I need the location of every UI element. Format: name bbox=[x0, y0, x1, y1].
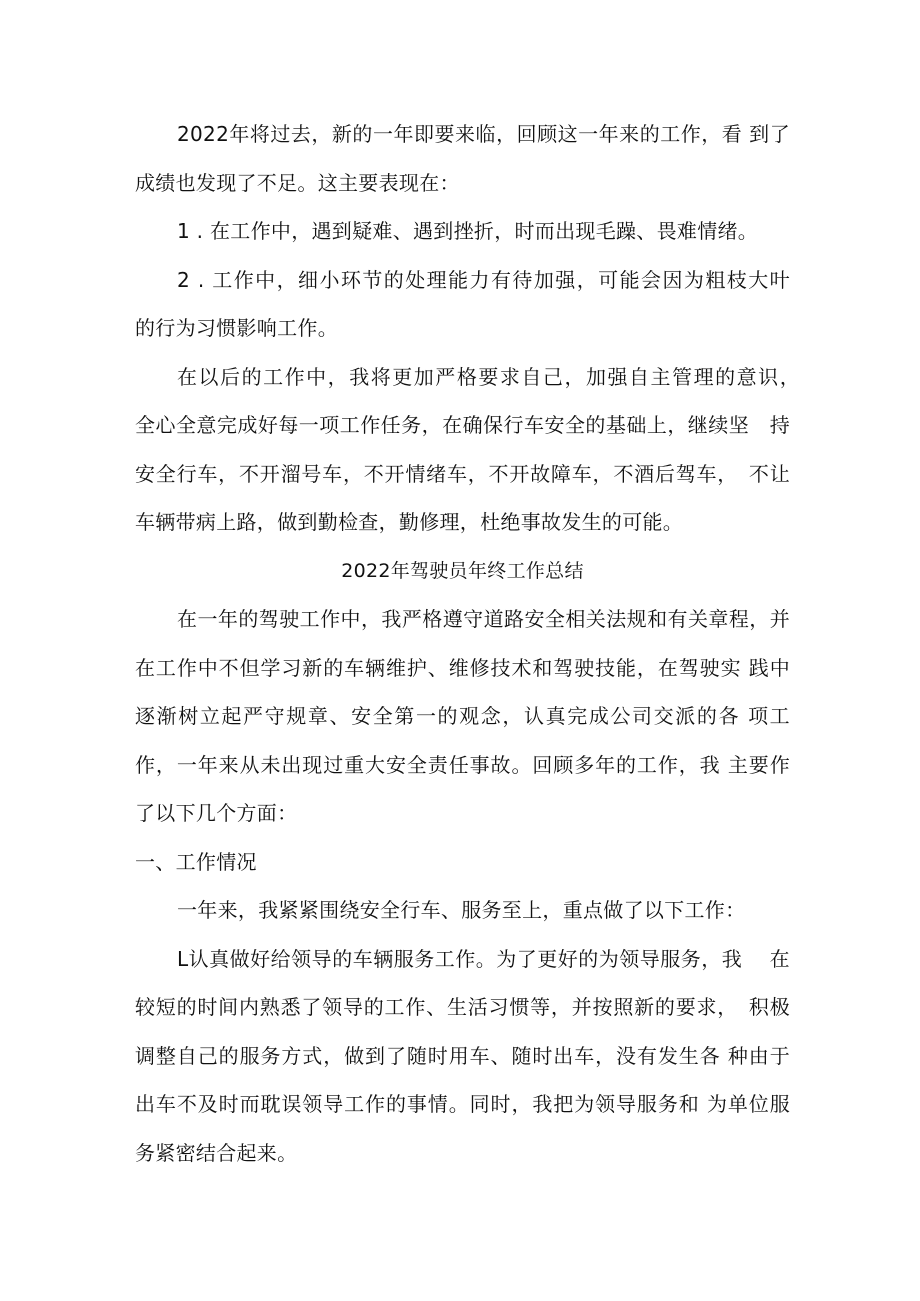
section-heading-work-status: 一、工作情况 bbox=[135, 849, 257, 874]
paragraph-intro: 2022年将过去，新的一年即要来临，回顾这一年来的工作，看 到了成绩也发现了不足。这主要表现在： bbox=[135, 122, 790, 195]
paragraph-item-2: 2 . 工作中，细小环节的处理能力有待加强，可能会因为粗枝大叶 的行为习惯影响工作。 bbox=[135, 267, 811, 340]
paragraph-leader-service: L认真做好给领导的车辆服务工作。为了更好的为领导服务，我 在较短的时间内熟悉了领导的工作、生活习惯等，并按照新的要求， 积极调整自己的服务方式，做到了随时用车、随时出车，没有发生各 种由于出车不及时而耽误领导工作的事情。同时，我把为领导服务和 为单位服务紧密结合起来。 bbox=[135, 946, 790, 1165]
paragraph-summary-intro: 在一年的驾驶工作中，我严格遵守道路安全相关法规和有关章程，并在工作中不但学习新的车辆维护、维修技术和驾驶技能，在驾驶实 践中逐渐树立起严守规章、安全第一的观念，认真完成公司交派的各 项工作，一年来从未出现过重大安全责任事故。回顾多年的工作，我 主要作了以下几个方面： bbox=[135, 607, 790, 825]
paragraph-item-1: 1 . 在工作中，遇到疑难、遇到挫折，时而出现毛躁、畏难情绪。 bbox=[177, 219, 759, 243]
section-title: 2022年驾驶员年终工作总结 bbox=[341, 559, 584, 582]
paragraph-work-overview: 一年来，我紧紧围绕安全行车、服务至上，重点做了以下工作： bbox=[177, 898, 746, 922]
document-page bbox=[135, 110, 811, 1177]
paragraph-future-plan: 在以后的工作中，我将更加严格要求自己，加强自主管理的意识， 全心全意完成好每一项工作任务，在确保行车安全的基础上，继续坚 持安全行车，不开溜号车，不开情绪车，不开故障车，不酒后驾车， 不让车辆带病上路，做到勤检查，勤修理，杜绝事故发生的可能。 bbox=[135, 364, 811, 534]
